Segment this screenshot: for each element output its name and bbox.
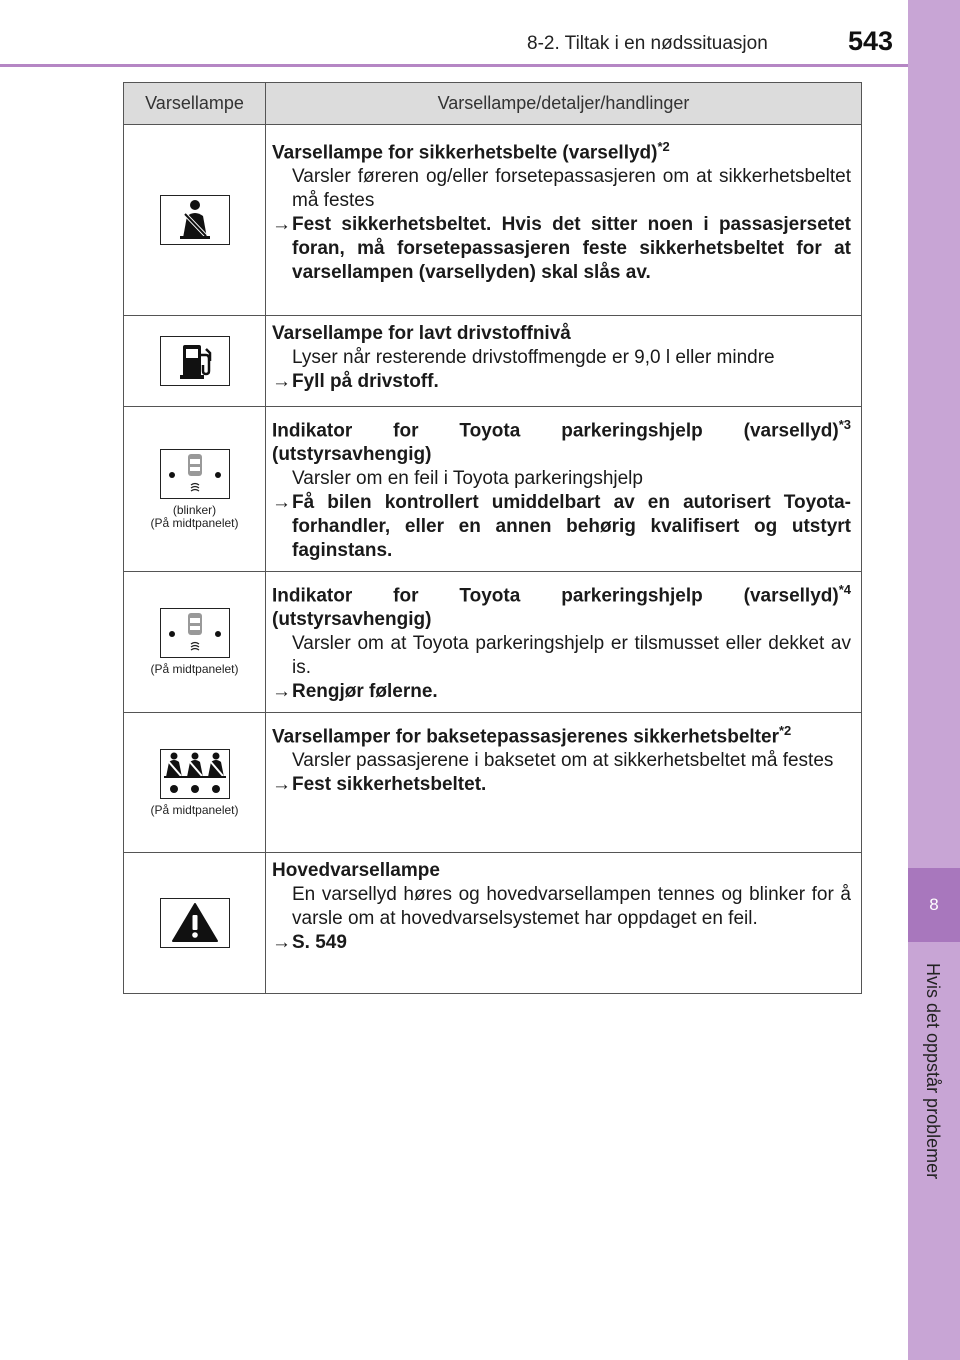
- page-header: [0, 0, 908, 66]
- master-warning-icon: [160, 898, 230, 948]
- details-cell: [266, 713, 861, 852]
- table-header: [124, 83, 861, 125]
- row-action: → Fest sikkerhetsbeltet. Hvis det sitter noen i passasjersetet foran, må forsetepassasjeren feste sikkerhetsbeltet for at varsellampen (varsellyden) skal slås av.: [272, 214, 851, 284]
- icon-cell: [124, 853, 266, 993]
- column-header-details: Varsellampe/detaljer/handlinger: [437, 93, 690, 113]
- fuel-pump-icon: [160, 336, 230, 386]
- page-reference-link[interactable]: S. 549: [292, 932, 347, 953]
- row-action: → Fest sikkerhetsbeltet.: [272, 774, 487, 796]
- seatbelt-icon: [160, 195, 230, 245]
- page-number: 543: [848, 26, 894, 56]
- header-rule: [0, 64, 908, 67]
- icon-caption: (På midtpanelet): [150, 802, 239, 817]
- parking-assist-icon: [160, 449, 230, 499]
- table-row: [124, 316, 861, 407]
- row-title-sub: (utstyrsavhengig): [272, 444, 432, 466]
- table-row: [124, 853, 861, 994]
- icon-cell: [124, 125, 266, 315]
- table-row: [124, 407, 861, 572]
- arrow-icon: →: [272, 681, 291, 703]
- rear-seatbelt-icon: [160, 749, 230, 799]
- arrow-icon: →: [272, 214, 291, 236]
- row-description: En varsellyd høres og hovedvarsellampen tennes og blinker for å varsle om at hovedvarselsystemet har oppdaget en feil.: [292, 884, 851, 929]
- row-description: Varsler passasjerene i baksetet om at sikkerhetsbeltet må festes: [292, 750, 834, 772]
- arrow-icon: →: [272, 932, 291, 953]
- row-title: Indikator for Toyota parkeringshjelp (varsellyd)$^{*3}$: [272, 417, 851, 442]
- chapter-side-tab: [908, 0, 960, 1360]
- table-row: [124, 713, 861, 853]
- details-cell: [266, 316, 861, 406]
- parking-assist-icon: [160, 608, 230, 658]
- icon-cell: [124, 316, 266, 406]
- arrow-icon: →: [272, 774, 291, 796]
- row-action: → Få bilen kontrollert umiddelbart av en autorisert Toyota-forhandler, eller en annen behørig kvalifisert og utstyrt faginstans.: [272, 492, 851, 562]
- row-description: Lyser når resterende drivstoffmengde er 9,0 l eller mindre: [292, 347, 775, 368]
- row-title: Varsellampe for sikkerhetsbelte (varsellyd)$^{*2}$: [272, 139, 670, 164]
- table-row: [124, 572, 861, 713]
- details-cell: [266, 125, 861, 315]
- row-title: Varsellampe for lavt drivstoffnivå: [272, 323, 571, 344]
- table-row: [124, 125, 861, 316]
- row-description: Varsler om en feil i Toyota parkeringshjelp: [292, 468, 643, 490]
- row-action: → Fyll på drivstoff.: [272, 371, 439, 392]
- arrow-icon: →: [272, 492, 291, 514]
- chapter-name: Hvis det oppstår problemer: [923, 963, 943, 1180]
- column-header-light: Varsellampe: [124, 83, 266, 124]
- row-description: Varsler føreren og/eller forsetepassasjeren om at sikkerhetsbeltet må festes: [292, 166, 851, 212]
- row-title: Varsellamper for baksetepassasjerenes sikkerhetsbelter$^{*2}$: [272, 723, 792, 748]
- section-title: 8-2. Tiltak i en nødssituasjon: [527, 33, 768, 54]
- icon-cell: [124, 407, 266, 571]
- details-cell: [266, 572, 861, 712]
- icon-caption: (På midtpanelet): [150, 662, 239, 676]
- icon-caption: (På midtpanelet): [150, 515, 239, 530]
- details-cell: [266, 853, 861, 993]
- warning-lights-table: [123, 82, 862, 994]
- row-action: [272, 931, 851, 955]
- icon-cell: [124, 713, 266, 852]
- row-title-sub: (utstyrsavhengig): [272, 609, 432, 631]
- arrow-icon: →: [272, 371, 291, 392]
- icon-caption: (blinker): [172, 502, 217, 517]
- row-description: Varsler om at Toyota parkeringshjelp er tilsmusset eller dekket av is.: [292, 633, 851, 679]
- row-action: → Rengjør følerne.: [272, 681, 438, 703]
- icon-cell: [124, 572, 266, 712]
- chapter-number: 8: [908, 868, 960, 942]
- details-cell: [266, 407, 861, 571]
- row-title: Hovedvarsellampe: [272, 860, 440, 881]
- row-title: Indikator for Toyota parkeringshjelp (varsellyd)$^{*4}$: [272, 582, 851, 607]
